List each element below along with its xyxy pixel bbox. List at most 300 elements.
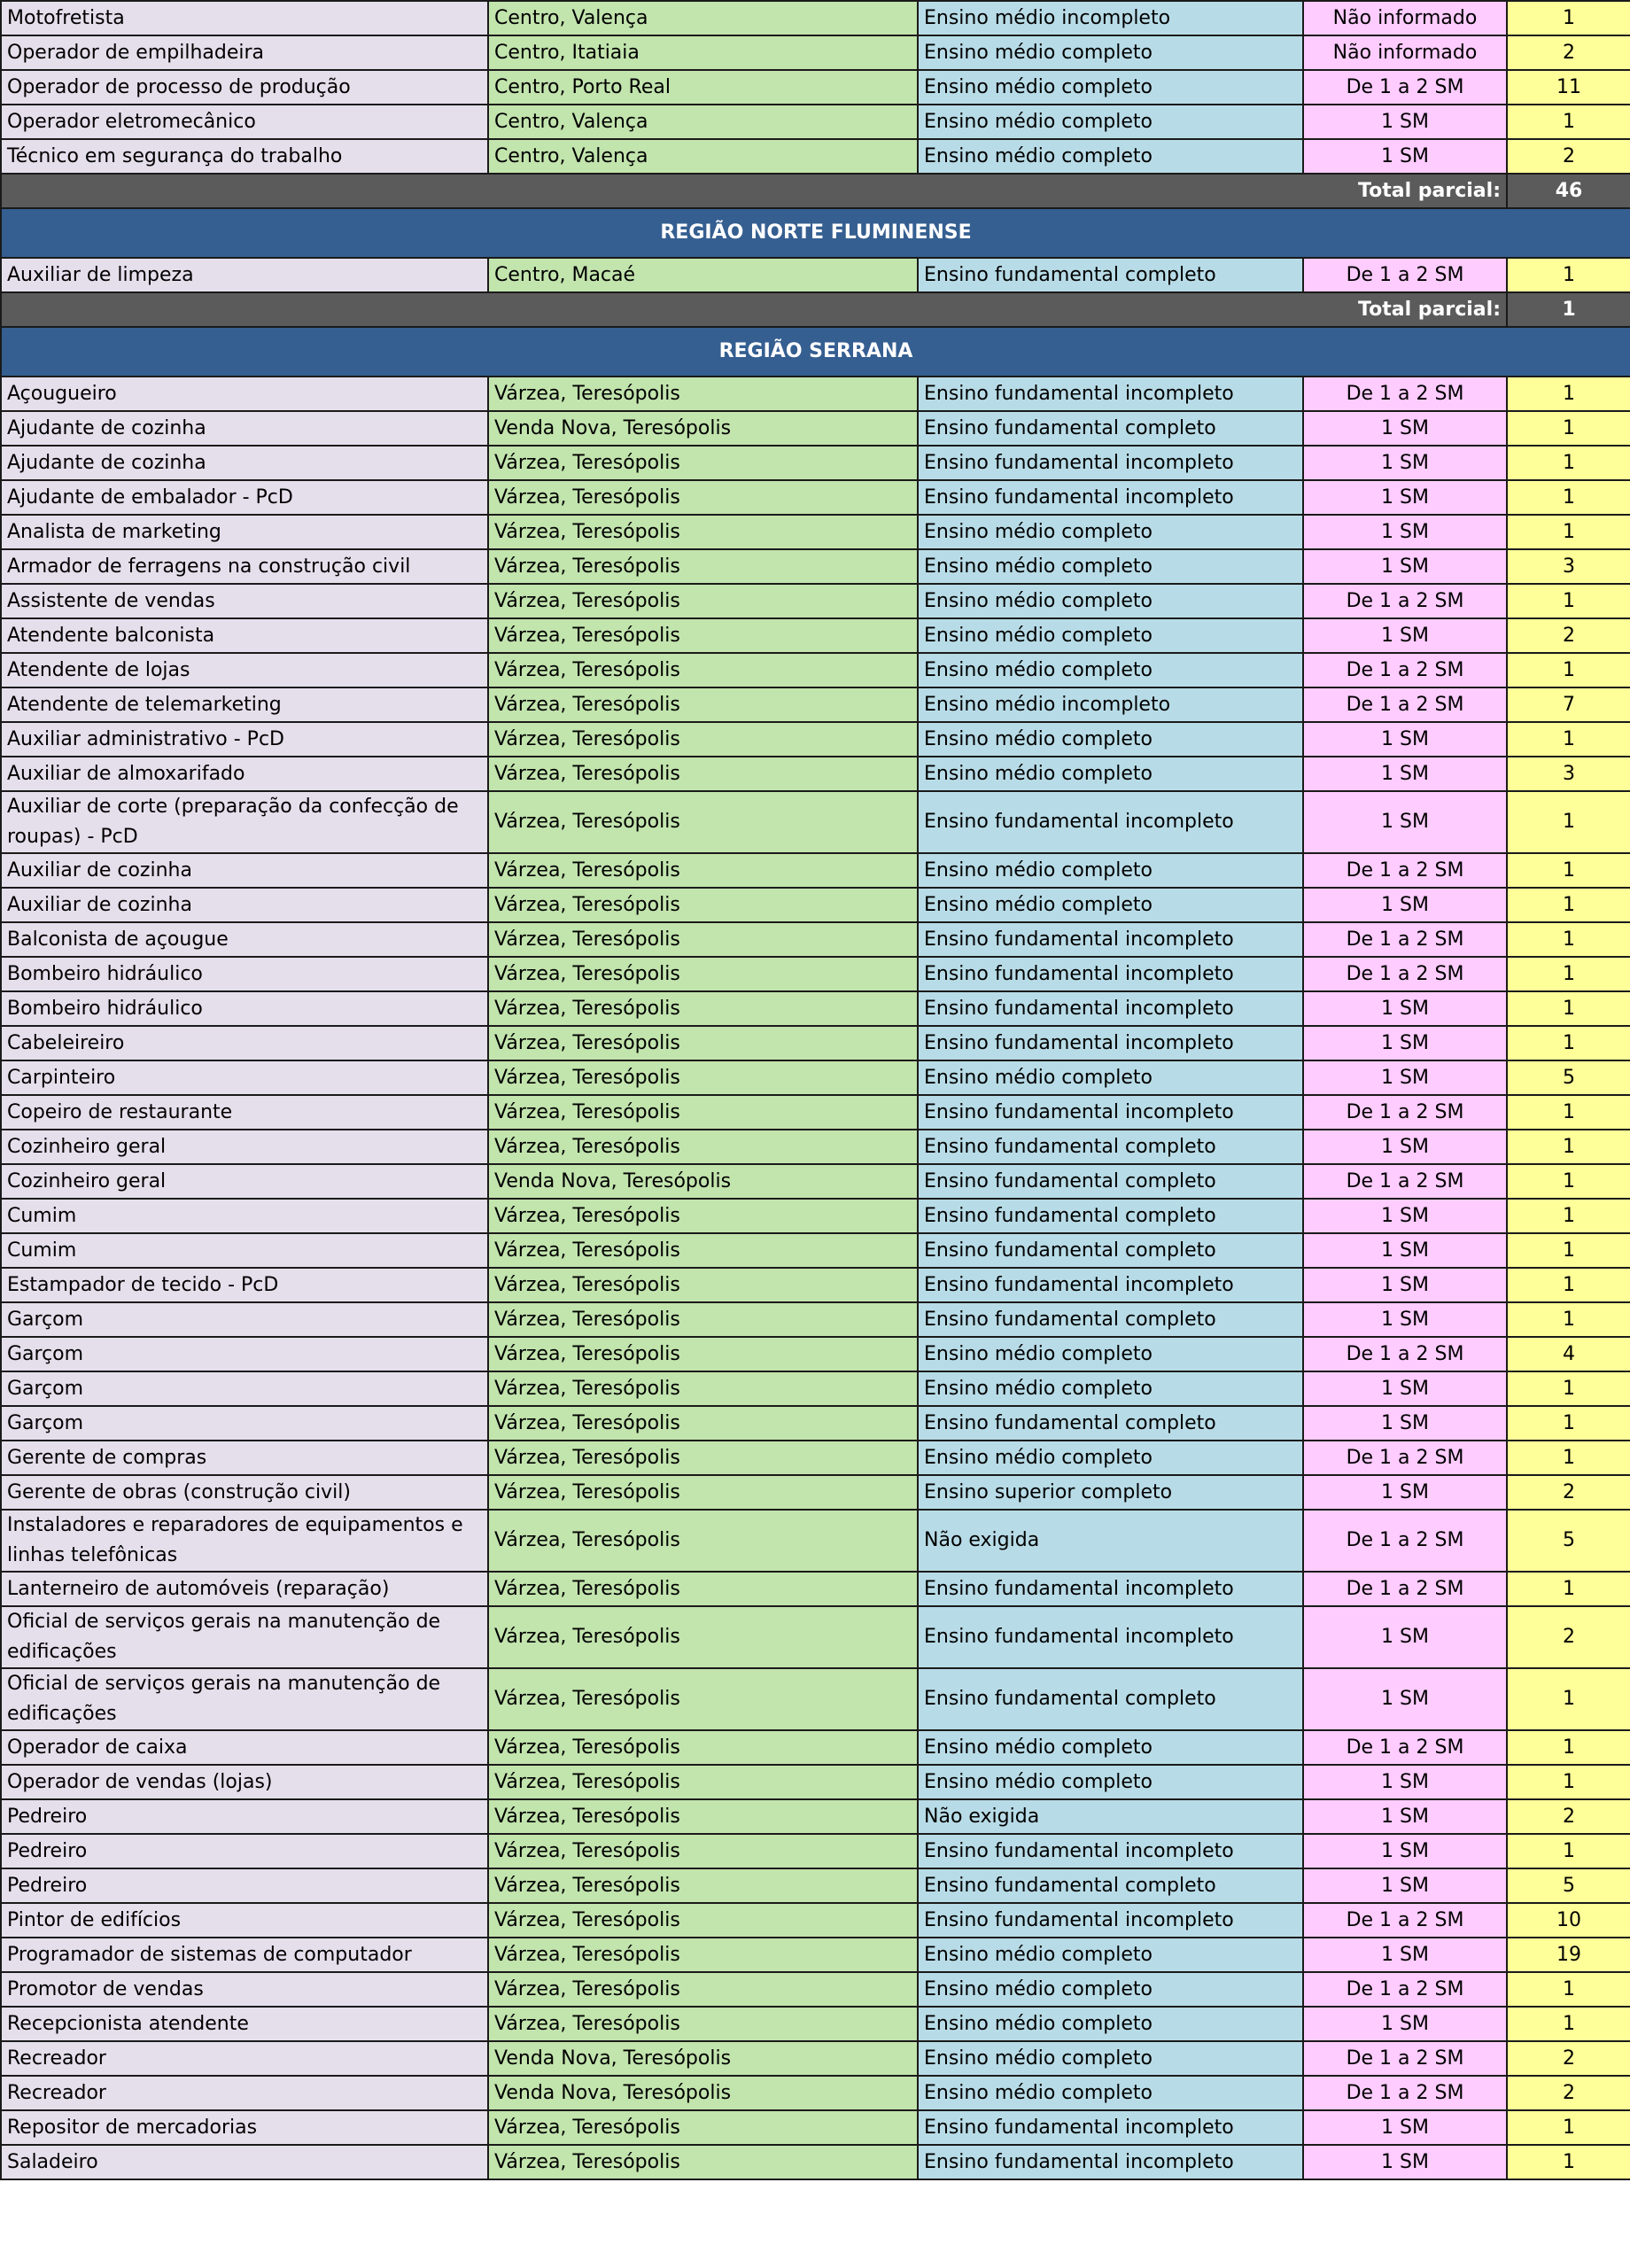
vacancies-cell: 1 — [1507, 377, 1630, 411]
education-cell: Ensino fundamental incompleto — [918, 2145, 1303, 2179]
region-header-row — [1, 327, 1630, 377]
salary-cell: 1 SM — [1303, 105, 1507, 139]
job-title-cell: Açougueiro — [1, 377, 488, 411]
table-row — [1, 1730, 1630, 1765]
vacancies-cell: 5 — [1507, 1060, 1630, 1095]
table-row — [1, 1668, 1630, 1730]
salary-cell: 1 SM — [1303, 1606, 1507, 1668]
vacancies-cell: 3 — [1507, 549, 1630, 584]
education-cell: Não exigida — [918, 1799, 1303, 1834]
job-title-cell: Analista de marketing — [1, 515, 488, 549]
salary-cell: 1 SM — [1303, 1130, 1507, 1164]
subtotal-value: 46 — [1507, 174, 1630, 208]
job-title-cell: Oficial de serviços gerais na manutenção de edificações — [1, 1606, 488, 1668]
location-cell: Várzea, Teresópolis — [488, 1475, 918, 1510]
table-row — [1, 480, 1630, 515]
job-title-cell: Auxiliar de corte (preparação da confecção de roupas) - PcD — [1, 791, 488, 853]
subtotal-label: Total parcial: — [1, 174, 1507, 208]
job-title-cell: Recepcionista atendente — [1, 2007, 488, 2041]
job-title-cell: Bombeiro hidráulico — [1, 991, 488, 1026]
location-cell: Várzea, Teresópolis — [488, 1510, 918, 1572]
education-cell: Ensino médio completo — [918, 70, 1303, 105]
job-title-cell: Saladeiro — [1, 2145, 488, 2179]
job-title-cell: Auxiliar de cozinha — [1, 888, 488, 922]
education-cell: Ensino médio completo — [918, 1371, 1303, 1406]
vacancies-cell: 1 — [1507, 584, 1630, 618]
education-cell: Ensino superior completo — [918, 1475, 1303, 1510]
salary-cell: 1 SM — [1303, 1233, 1507, 1268]
table-row — [1, 105, 1630, 139]
table-row — [1, 1337, 1630, 1371]
vacancies-cell: 4 — [1507, 1337, 1630, 1371]
vacancies-cell: 1 — [1507, 1164, 1630, 1199]
salary-cell: 1 SM — [1303, 1868, 1507, 1903]
job-title-cell: Instaladores e reparadores de equipamentos e linhas telefônicas — [1, 1510, 488, 1572]
salary-cell: De 1 a 2 SM — [1303, 377, 1507, 411]
vacancies-cell: 10 — [1507, 1903, 1630, 1938]
job-title-cell: Promotor de vendas — [1, 1972, 488, 2007]
vacancies-cell: 3 — [1507, 757, 1630, 791]
salary-cell: 1 SM — [1303, 757, 1507, 791]
education-cell: Ensino médio completo — [918, 1972, 1303, 2007]
vacancies-cell: 1 — [1507, 1233, 1630, 1268]
salary-cell: 1 SM — [1303, 791, 1507, 853]
salary-cell: De 1 a 2 SM — [1303, 1572, 1507, 1606]
table-row — [1, 1233, 1630, 1268]
location-cell: Centro, Macaé — [488, 258, 918, 292]
education-cell: Ensino fundamental completo — [918, 1302, 1303, 1337]
vacancies-cell: 1 — [1507, 1026, 1630, 1060]
vacancies-cell: 1 — [1507, 1371, 1630, 1406]
job-title-cell: Balconista de açougue — [1, 922, 488, 957]
job-title-cell: Atendente de lojas — [1, 653, 488, 687]
vacancies-cell: 7 — [1507, 687, 1630, 722]
vacancies-cell: 2 — [1507, 35, 1630, 70]
vacancies-cell: 2 — [1507, 2041, 1630, 2076]
vacancies-cell: 1 — [1507, 1441, 1630, 1475]
job-title-cell: Ajudante de embalador - PcD — [1, 480, 488, 515]
salary-cell: Não informado — [1303, 1, 1507, 35]
vacancies-cell: 1 — [1507, 957, 1630, 991]
table-row — [1, 35, 1630, 70]
salary-cell: 1 SM — [1303, 446, 1507, 480]
education-cell: Ensino fundamental incompleto — [918, 1903, 1303, 1938]
job-title-cell: Garçom — [1, 1406, 488, 1441]
table-row — [1, 653, 1630, 687]
vacancies-cell: 1 — [1507, 1199, 1630, 1233]
education-cell: Ensino fundamental completo — [918, 1233, 1303, 1268]
table-row — [1, 1130, 1630, 1164]
job-title-cell: Copeiro de restaurante — [1, 1095, 488, 1130]
salary-cell: De 1 a 2 SM — [1303, 1903, 1507, 1938]
education-cell: Ensino médio completo — [918, 2041, 1303, 2076]
job-title-cell: Cozinheiro geral — [1, 1130, 488, 1164]
job-title-cell: Garçom — [1, 1337, 488, 1371]
location-cell: Várzea, Teresópolis — [488, 584, 918, 618]
job-title-cell: Cumim — [1, 1233, 488, 1268]
table-row — [1, 1371, 1630, 1406]
education-cell: Ensino médio completo — [918, 888, 1303, 922]
job-title-cell: Operador eletromecânico — [1, 105, 488, 139]
education-cell: Ensino fundamental incompleto — [918, 957, 1303, 991]
education-cell: Ensino médio completo — [918, 549, 1303, 584]
location-cell: Várzea, Teresópolis — [488, 991, 918, 1026]
education-cell: Ensino fundamental completo — [918, 1406, 1303, 1441]
vacancies-cell: 1 — [1507, 791, 1630, 853]
region-header-row — [1, 208, 1630, 258]
job-title-cell: Cabeleireiro — [1, 1026, 488, 1060]
salary-cell: 1 SM — [1303, 1406, 1507, 1441]
vacancies-cell: 1 — [1507, 1406, 1630, 1441]
table-row — [1, 1, 1630, 35]
location-cell: Várzea, Teresópolis — [488, 1668, 918, 1730]
vacancies-cell: 1 — [1507, 991, 1630, 1026]
education-cell: Ensino médio completo — [918, 105, 1303, 139]
education-cell: Ensino fundamental incompleto — [918, 991, 1303, 1026]
education-cell: Ensino médio completo — [918, 515, 1303, 549]
table-row — [1, 258, 1630, 292]
education-cell: Ensino fundamental incompleto — [918, 480, 1303, 515]
salary-cell: De 1 a 2 SM — [1303, 687, 1507, 722]
education-cell: Ensino médio completo — [918, 757, 1303, 791]
vacancies-cell: 1 — [1507, 1834, 1630, 1868]
job-title-cell: Operador de vendas (lojas) — [1, 1765, 488, 1799]
table-row — [1, 2007, 1630, 2041]
table-row — [1, 1572, 1630, 1606]
vacancies-cell: 1 — [1507, 2145, 1630, 2179]
job-title-cell: Estampador de tecido - PcD — [1, 1268, 488, 1302]
location-cell: Várzea, Teresópolis — [488, 687, 918, 722]
location-cell: Várzea, Teresópolis — [488, 853, 918, 888]
table-row — [1, 1606, 1630, 1668]
education-cell: Ensino médio completo — [918, 1730, 1303, 1765]
table-row — [1, 584, 1630, 618]
education-cell: Ensino fundamental incompleto — [918, 1572, 1303, 1606]
table-row — [1, 1060, 1630, 1095]
table-row — [1, 888, 1630, 922]
vacancies-cell: 1 — [1507, 853, 1630, 888]
education-cell: Ensino fundamental incompleto — [918, 1834, 1303, 1868]
subtotal-label: Total parcial: — [1, 292, 1507, 327]
table-row — [1, 1510, 1630, 1572]
table-row — [1, 446, 1630, 480]
vacancies-cell: 1 — [1507, 1572, 1630, 1606]
job-title-cell: Repositor de mercadorias — [1, 2110, 488, 2145]
job-title-cell: Garçom — [1, 1371, 488, 1406]
location-cell: Venda Nova, Teresópolis — [488, 2041, 918, 2076]
education-cell: Ensino médio incompleto — [918, 1, 1303, 35]
education-cell: Ensino médio completo — [918, 1441, 1303, 1475]
salary-cell: 1 SM — [1303, 480, 1507, 515]
salary-cell: De 1 a 2 SM — [1303, 1730, 1507, 1765]
job-title-cell: Operador de empilhadeira — [1, 35, 488, 70]
location-cell: Várzea, Teresópolis — [488, 1268, 918, 1302]
table-row — [1, 1441, 1630, 1475]
table-row — [1, 549, 1630, 584]
location-cell: Várzea, Teresópolis — [488, 2145, 918, 2179]
education-cell: Ensino fundamental completo — [918, 1199, 1303, 1233]
location-cell: Várzea, Teresópolis — [488, 1130, 918, 1164]
table-row — [1, 957, 1630, 991]
job-title-cell: Auxiliar de cozinha — [1, 853, 488, 888]
education-cell: Não exigida — [918, 1510, 1303, 1572]
location-cell: Várzea, Teresópolis — [488, 888, 918, 922]
table-body — [1, 1, 1630, 2179]
table-row — [1, 1268, 1630, 1302]
vacancies-cell: 1 — [1507, 2110, 1630, 2145]
location-cell: Várzea, Teresópolis — [488, 446, 918, 480]
vacancies-cell: 1 — [1507, 1, 1630, 35]
table-row — [1, 922, 1630, 957]
education-cell: Ensino fundamental completo — [918, 1130, 1303, 1164]
table-row — [1, 1026, 1630, 1060]
table-row — [1, 2041, 1630, 2076]
table-row — [1, 2145, 1630, 2179]
vacancies-cell: 2 — [1507, 2076, 1630, 2110]
table-row — [1, 1302, 1630, 1337]
table-row — [1, 1095, 1630, 1130]
table-row — [1, 1164, 1630, 1199]
salary-cell: 1 SM — [1303, 549, 1507, 584]
vacancies-cell: 11 — [1507, 70, 1630, 105]
job-title-cell: Operador de processo de produção — [1, 70, 488, 105]
table-row — [1, 1903, 1630, 1938]
table-row — [1, 1938, 1630, 1972]
location-cell: Várzea, Teresópolis — [488, 1834, 918, 1868]
location-cell: Várzea, Teresópolis — [488, 1060, 918, 1095]
education-cell: Ensino fundamental completo — [918, 258, 1303, 292]
job-title-cell: Armador de ferragens na construção civil — [1, 549, 488, 584]
table-row — [1, 1834, 1630, 1868]
vacancies-cell: 1 — [1507, 1302, 1630, 1337]
vacancies-cell: 19 — [1507, 1938, 1630, 1972]
vacancies-cell: 1 — [1507, 515, 1630, 549]
education-cell: Ensino médio incompleto — [918, 687, 1303, 722]
vacancies-cell: 1 — [1507, 480, 1630, 515]
salary-cell: 1 SM — [1303, 1834, 1507, 1868]
salary-cell: 1 SM — [1303, 2007, 1507, 2041]
salary-cell: De 1 a 2 SM — [1303, 70, 1507, 105]
table-row — [1, 687, 1630, 722]
education-cell: Ensino fundamental incompleto — [918, 791, 1303, 853]
table-row — [1, 853, 1630, 888]
job-title-cell: Gerente de obras (construção civil) — [1, 1475, 488, 1510]
location-cell: Várzea, Teresópolis — [488, 377, 918, 411]
table-row — [1, 1868, 1630, 1903]
job-title-cell: Auxiliar administrativo - PcD — [1, 722, 488, 757]
vacancies-cell: 1 — [1507, 258, 1630, 292]
job-title-cell: Atendente de telemarketing — [1, 687, 488, 722]
vacancies-cell: 1 — [1507, 1730, 1630, 1765]
salary-cell: 1 SM — [1303, 411, 1507, 446]
vacancies-cell: 2 — [1507, 1475, 1630, 1510]
education-cell: Ensino fundamental completo — [918, 1164, 1303, 1199]
location-cell: Venda Nova, Teresópolis — [488, 2076, 918, 2110]
table-row — [1, 618, 1630, 653]
job-title-cell: Recreador — [1, 2076, 488, 2110]
salary-cell: 1 SM — [1303, 991, 1507, 1026]
salary-cell: 1 SM — [1303, 1938, 1507, 1972]
location-cell: Várzea, Teresópolis — [488, 1938, 918, 1972]
location-cell: Várzea, Teresópolis — [488, 1972, 918, 2007]
location-cell: Várzea, Teresópolis — [488, 1765, 918, 1799]
location-cell: Várzea, Teresópolis — [488, 549, 918, 584]
salary-cell: De 1 a 2 SM — [1303, 1510, 1507, 1572]
vacancies-cell: 1 — [1507, 922, 1630, 957]
job-title-cell: Motofretista — [1, 1, 488, 35]
location-cell: Várzea, Teresópolis — [488, 1799, 918, 1834]
salary-cell: De 1 a 2 SM — [1303, 258, 1507, 292]
region-title: REGIÃO SERRANA — [1, 327, 1630, 377]
location-cell: Várzea, Teresópolis — [488, 1868, 918, 1903]
job-title-cell: Pedreiro — [1, 1799, 488, 1834]
location-cell: Várzea, Teresópolis — [488, 1406, 918, 1441]
table-row — [1, 1765, 1630, 1799]
education-cell: Ensino médio completo — [918, 2007, 1303, 2041]
salary-cell: 1 SM — [1303, 1475, 1507, 1510]
location-cell: Várzea, Teresópolis — [488, 1606, 918, 1668]
education-cell: Ensino fundamental incompleto — [918, 1606, 1303, 1668]
location-cell: Várzea, Teresópolis — [488, 2007, 918, 2041]
table-row — [1, 1406, 1630, 1441]
salary-cell: De 1 a 2 SM — [1303, 853, 1507, 888]
location-cell: Várzea, Teresópolis — [488, 1337, 918, 1371]
location-cell: Várzea, Teresópolis — [488, 618, 918, 653]
education-cell: Ensino médio completo — [918, 1765, 1303, 1799]
table-row — [1, 515, 1630, 549]
education-cell: Ensino médio completo — [918, 653, 1303, 687]
location-cell: Várzea, Teresópolis — [488, 791, 918, 853]
salary-cell: De 1 a 2 SM — [1303, 653, 1507, 687]
salary-cell: De 1 a 2 SM — [1303, 1164, 1507, 1199]
job-title-cell: Lanterneiro de automóveis (reparação) — [1, 1572, 488, 1606]
job-title-cell: Bombeiro hidráulico — [1, 957, 488, 991]
education-cell: Ensino médio completo — [918, 139, 1303, 174]
location-cell: Centro, Porto Real — [488, 70, 918, 105]
location-cell: Várzea, Teresópolis — [488, 1371, 918, 1406]
salary-cell: 1 SM — [1303, 722, 1507, 757]
salary-cell: 1 SM — [1303, 1026, 1507, 1060]
job-title-cell: Assistente de vendas — [1, 584, 488, 618]
location-cell: Várzea, Teresópolis — [488, 722, 918, 757]
vacancies-cell: 1 — [1507, 1765, 1630, 1799]
education-cell: Ensino médio completo — [918, 1337, 1303, 1371]
table-row — [1, 377, 1630, 411]
vacancies-cell: 2 — [1507, 139, 1630, 174]
location-cell: Centro, Itatiaia — [488, 35, 918, 70]
job-title-cell: Técnico em segurança do trabalho — [1, 139, 488, 174]
job-title-cell: Pintor de edifícios — [1, 1903, 488, 1938]
table-row — [1, 139, 1630, 174]
table-row — [1, 2076, 1630, 2110]
job-title-cell: Programador de sistemas de computador — [1, 1938, 488, 1972]
job-title-cell: Pedreiro — [1, 1868, 488, 1903]
vacancies-cell: 1 — [1507, 653, 1630, 687]
education-cell: Ensino fundamental completo — [918, 411, 1303, 446]
table-row — [1, 411, 1630, 446]
salary-cell: 1 SM — [1303, 1799, 1507, 1834]
vacancies-cell: 1 — [1507, 888, 1630, 922]
education-cell: Ensino fundamental incompleto — [918, 1095, 1303, 1130]
job-title-cell: Oficial de serviços gerais na manutenção de edificações — [1, 1668, 488, 1730]
location-cell: Várzea, Teresópolis — [488, 515, 918, 549]
vacancies-cell: 1 — [1507, 1668, 1630, 1730]
job-title-cell: Recreador — [1, 2041, 488, 2076]
location-cell: Várzea, Teresópolis — [488, 2110, 918, 2145]
region-title: REGIÃO NORTE FLUMINENSE — [1, 208, 1630, 258]
table-row — [1, 1475, 1630, 1510]
education-cell: Ensino médio completo — [918, 35, 1303, 70]
salary-cell: De 1 a 2 SM — [1303, 1972, 1507, 2007]
location-cell: Centro, Valença — [488, 139, 918, 174]
salary-cell: De 1 a 2 SM — [1303, 2041, 1507, 2076]
salary-cell: 1 SM — [1303, 1268, 1507, 1302]
salary-cell: 1 SM — [1303, 1060, 1507, 1095]
vacancies-cell: 1 — [1507, 722, 1630, 757]
location-cell: Várzea, Teresópolis — [488, 1572, 918, 1606]
location-cell: Várzea, Teresópolis — [488, 1233, 918, 1268]
education-cell: Ensino fundamental incompleto — [918, 1268, 1303, 1302]
salary-cell: 1 SM — [1303, 515, 1507, 549]
vacancies-cell: 2 — [1507, 1606, 1630, 1668]
subtotal-value: 1 — [1507, 292, 1630, 327]
location-cell: Várzea, Teresópolis — [488, 957, 918, 991]
location-cell: Venda Nova, Teresópolis — [488, 411, 918, 446]
job-title-cell: Auxiliar de limpeza — [1, 258, 488, 292]
job-title-cell: Gerente de compras — [1, 1441, 488, 1475]
location-cell: Várzea, Teresópolis — [488, 922, 918, 957]
salary-cell: 1 SM — [1303, 1765, 1507, 1799]
education-cell: Ensino médio completo — [918, 853, 1303, 888]
education-cell: Ensino médio completo — [918, 618, 1303, 653]
vacancies-cell: 1 — [1507, 1095, 1630, 1130]
salary-cell: De 1 a 2 SM — [1303, 1337, 1507, 1371]
salary-cell: Não informado — [1303, 35, 1507, 70]
location-cell: Várzea, Teresópolis — [488, 1095, 918, 1130]
vacancies-cell: 1 — [1507, 2007, 1630, 2041]
location-cell: Várzea, Teresópolis — [488, 1026, 918, 1060]
salary-cell: De 1 a 2 SM — [1303, 957, 1507, 991]
location-cell: Várzea, Teresópolis — [488, 1302, 918, 1337]
table-row — [1, 722, 1630, 757]
education-cell: Ensino fundamental incompleto — [918, 1026, 1303, 1060]
location-cell: Várzea, Teresópolis — [488, 653, 918, 687]
location-cell: Várzea, Teresópolis — [488, 1903, 918, 1938]
vacancies-cell: 1 — [1507, 1268, 1630, 1302]
salary-cell: De 1 a 2 SM — [1303, 1095, 1507, 1130]
table-row — [1, 757, 1630, 791]
salary-cell: 1 SM — [1303, 1199, 1507, 1233]
location-cell: Centro, Valença — [488, 105, 918, 139]
vacancies-cell: 1 — [1507, 411, 1630, 446]
education-cell: Ensino fundamental incompleto — [918, 446, 1303, 480]
vacancies-cell: 1 — [1507, 446, 1630, 480]
vacancies-cell: 1 — [1507, 1130, 1630, 1164]
job-title-cell: Ajudante de cozinha — [1, 411, 488, 446]
salary-cell: 1 SM — [1303, 139, 1507, 174]
salary-cell: De 1 a 2 SM — [1303, 1441, 1507, 1475]
job-title-cell: Pedreiro — [1, 1834, 488, 1868]
subtotal-row — [1, 174, 1630, 208]
vacancies-cell: 2 — [1507, 1799, 1630, 1834]
salary-cell: 1 SM — [1303, 2145, 1507, 2179]
education-cell: Ensino fundamental incompleto — [918, 922, 1303, 957]
vacancies-cell: 1 — [1507, 1972, 1630, 2007]
job-title-cell: Carpinteiro — [1, 1060, 488, 1095]
salary-cell: De 1 a 2 SM — [1303, 2076, 1507, 2110]
education-cell: Ensino fundamental incompleto — [918, 2110, 1303, 2145]
salary-cell: 1 SM — [1303, 618, 1507, 653]
